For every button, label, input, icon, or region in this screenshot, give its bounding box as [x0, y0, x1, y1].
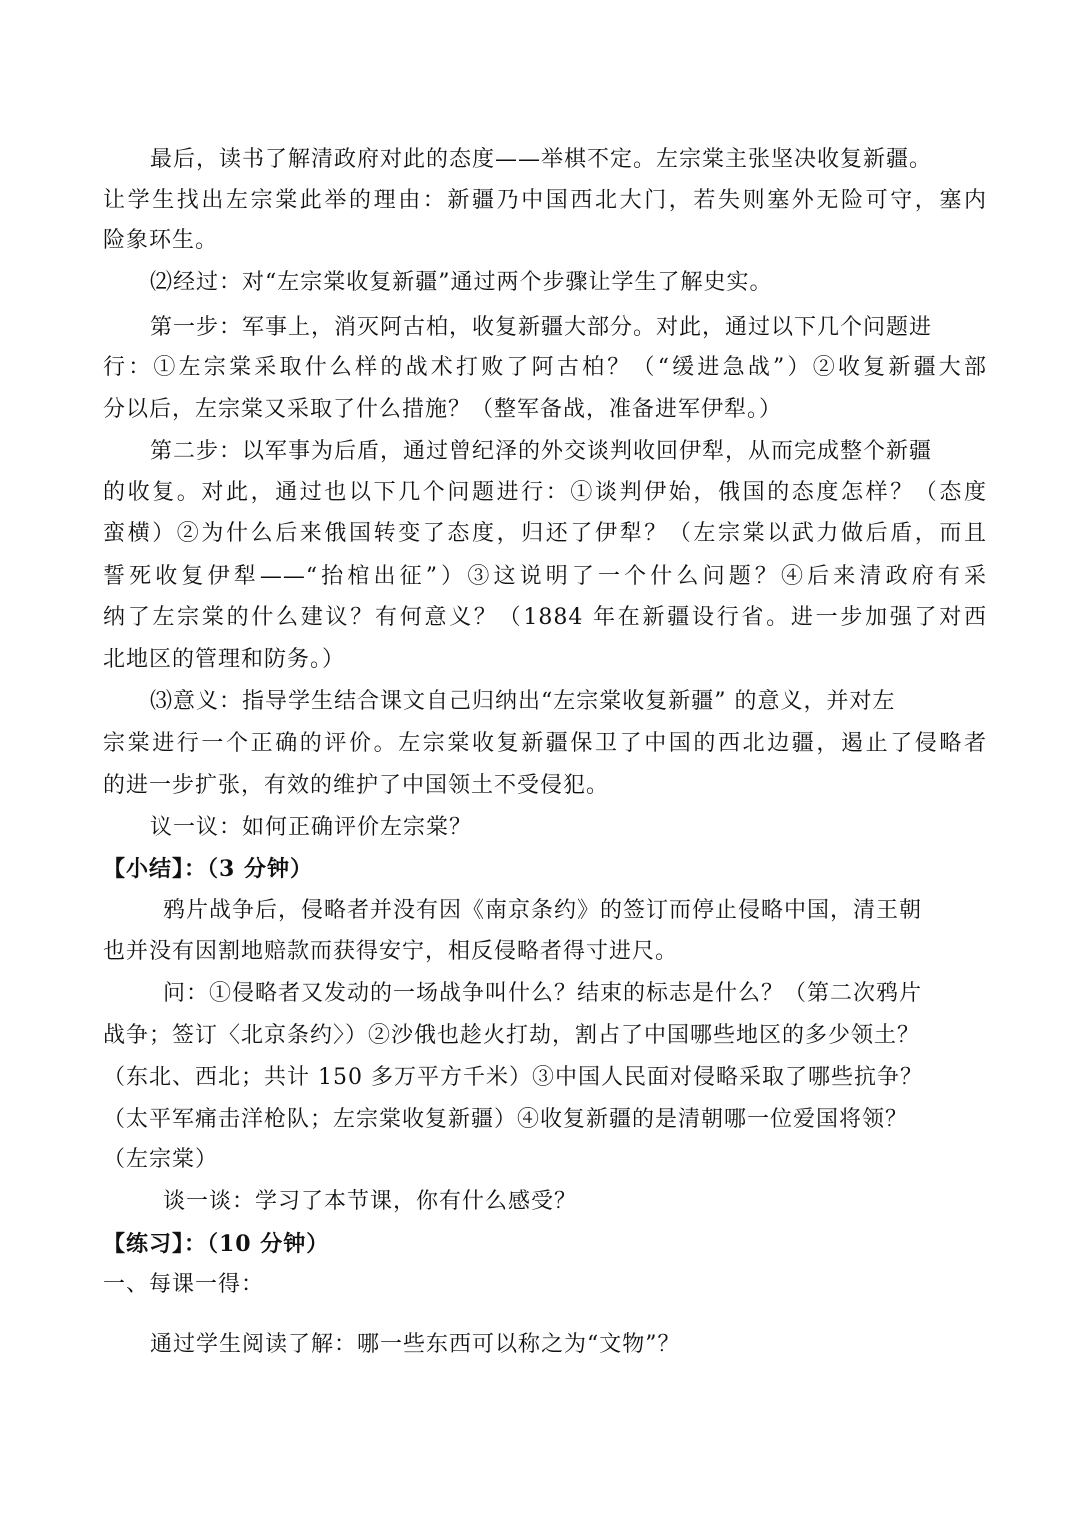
- text-line: 一、每课一得：: [103, 1272, 265, 1297]
- text-line: （左宗棠）: [103, 1147, 219, 1172]
- text-line: 最后，读书了解清政府对此的态度——举棋不定。左宗棠主张坚决收复新疆。: [150, 147, 933, 172]
- text-line: 分以后，左宗棠又采取了什么措施？（整军备战，准备进军伊犁。）: [103, 397, 783, 422]
- text-line: 的收复。对此，通过也以下几个问题进行：①谈判伊始，俄国的态度怎样？（态度: [103, 480, 987, 505]
- text-line: 行：①左宗棠采取什么样的战术打败了阿古柏？（“缓进急战”）②收复新疆大部: [103, 355, 987, 380]
- text-line: 的进一步扩张，有效的维护了中国领土不受侵犯。: [103, 773, 610, 798]
- text-line: 鸦片战争后，侵略者并没有因《南京条约》的签订而停止侵略中国，清王朝: [163, 898, 923, 923]
- text-line: 第一步：军事上，消灭阿古柏，收复新疆大部分。对此，通过以下几个问题进: [150, 315, 933, 340]
- text-line: （太平军痛击洋枪队；左宗棠收复新疆）④收复新疆的是清朝哪一位爱国将领？: [103, 1107, 909, 1132]
- text-line: （东北、西北；共计 150 多万平方千米）③中国人民面对侵略采取了哪些抗争？: [103, 1065, 923, 1090]
- text-line: 谈一谈：学习了本节课，你有什么感受？: [163, 1189, 578, 1214]
- text-line: 宗棠进行一个正确的评价。左宗棠收复新疆保卫了中国的西北边疆，遏止了侵略者: [103, 731, 987, 756]
- text-line: 第二步：以军事为后盾，通过曾纪泽的外交谈判收回伊犁，从而完成整个新疆: [150, 439, 933, 464]
- text-line: 纳了左宗棠的什么建议？有何意义？（1884 年在新疆设行省。进一步加强了对西: [103, 605, 987, 630]
- text-line: 险象环生。: [103, 228, 219, 253]
- text-line: 蛮横）②为什么后来俄国转变了态度，归还了伊犁？（左宗棠以武力做后盾，而且: [103, 521, 987, 546]
- text-line: 问：①侵略者又发动的一场战争叫什么？结束的标志是什么？（第二次鸦片: [163, 981, 923, 1006]
- text-line: 北地区的管理和防务。）: [103, 647, 346, 672]
- text-line: 议一议：如何正确评价左宗棠？: [150, 815, 473, 840]
- text-line: 也并没有因割地赔款而获得安宁，相反侵略者得寸进尺。: [103, 939, 679, 964]
- section-heading-summary: 【小结】：（3 分钟）: [103, 856, 313, 882]
- text-line: 通过学生阅读了解：哪一些东西可以称之为“文物”？: [150, 1332, 681, 1357]
- text-line: 战争；签订〈北京条约〉）②沙俄也趁火打劫，割占了中国哪些地区的多少领土？: [103, 1023, 921, 1048]
- text-line: ⑵经过：对“左宗棠收复新疆”通过两个步骤让学生了解史实。: [150, 270, 773, 295]
- section-heading-exercise: 【练习】：（10 分钟）: [103, 1231, 330, 1257]
- text-line: 誓死收复伊犁——“抬棺出征”）③这说明了一个什么问题？④后来清政府有采: [103, 564, 987, 589]
- text-line: ⑶意义：指导学生结合课文自己归纳出“左宗棠收复新疆” 的意义，并对左: [150, 689, 896, 714]
- text-line: 让学生找出左宗棠此举的理由：新疆乃中国西北大门，若失则塞外无险可守，塞内: [103, 188, 987, 213]
